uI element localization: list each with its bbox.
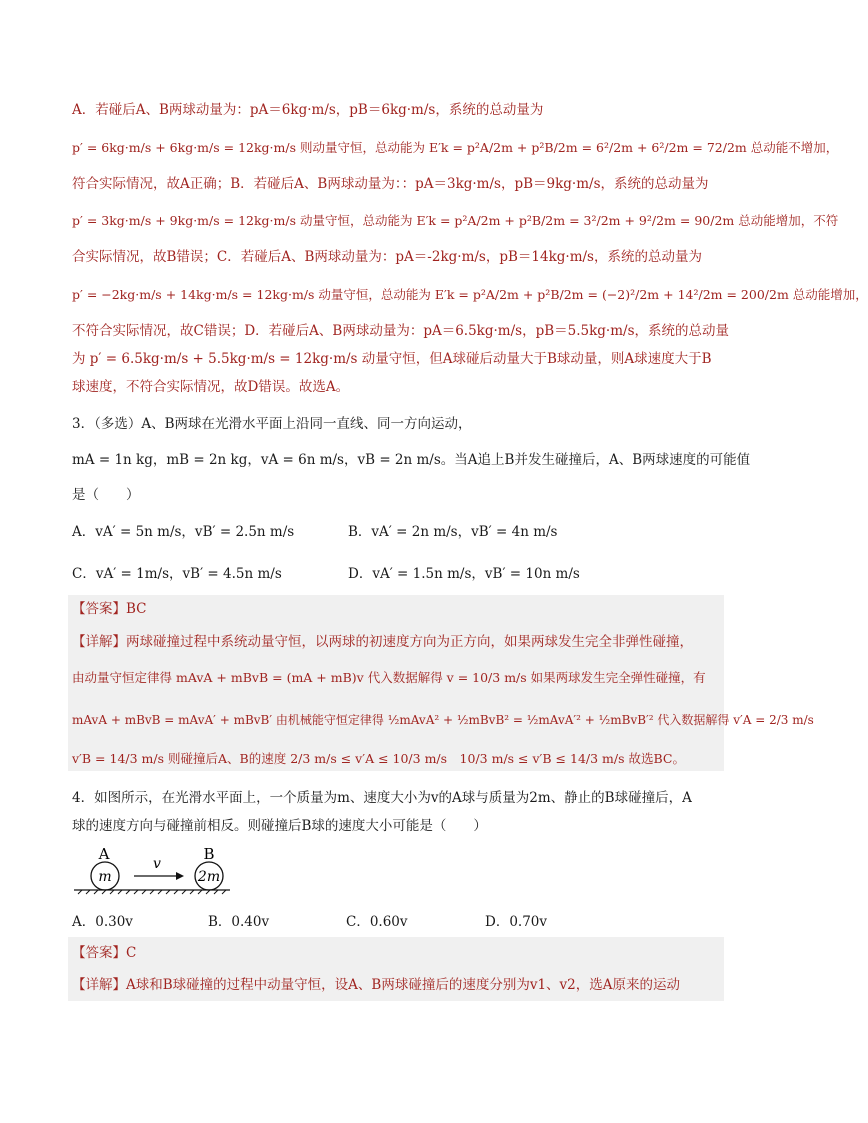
q3-option-d: D．vA′ = 1.5n m/s，vB′ = 10n m/s [348,566,580,582]
explanation-line-7: 不符合实际情况，故C错误；D．若碰后A、B两球动量为：pA＝6.5kg·m/s，pB＝5.5kg·m/s，系统的总动量 [72,323,729,339]
explanation-line-6: p′ = −2kg·m/s + 14kg·m/s = 12kg·m/s 动量守恒，总动能为 E′k = p²A/2m + p²B/2m = (−2)²/2m + 14²/2m = 200/2m 总动能增加， [72,287,868,302]
q4-stem-line-1: 4．如图所示，在光滑水平面上，一个质量为m、速度大小为v的A球与质量为2m、静止的B球碰撞后，A [72,790,692,806]
explanation-line-2: p′ = 6kg·m/s + 6kg·m/s = 12kg·m/s 则动量守恒，总动能为 E′k = p²A/2m + p²B/2m = 6²/2m + 6²/2m = 72/2m 总动能不增加， [72,140,839,155]
explanation-line-3: 符合实际情况，故A正确；B．若碰后A、B两球动量为：：pA＝3kg·m/s，pB＝9kg·m/s，系统的总动量为 [72,176,709,192]
q4-answer: 【答案】C [72,945,137,961]
label-ball-b: B [203,845,215,863]
explanation-line-4: p′ = 3kg·m/s + 9kg·m/s = 12kg·m/s 动量守恒，总动能为 E′k = p²A/2m + p²B/2m = 3²/2m + 9²/2m = 90/2m 总动能增加，不符 [72,213,839,228]
q4-option-a: A．0.30v [72,914,133,930]
q4-option-d: D．0.70v [485,914,548,930]
q4-option-b: B．0.40v [208,914,270,930]
q3-option-a: A．vA′ = 5n m/s，vB′ = 2.5n m/s [72,524,295,540]
ball-b-mass: 2m [197,869,221,885]
q3-detail-line-3: mAvA + mBvB = mAvA′ + mBvB′ 由机械能守恒定律得 ½mAvA² + ½mBvB² = ½mAvA′² + ½mBvB′² 代入数据解得 v′A = 2/3 m/s [72,713,814,727]
explanation-line-5: 合实际情况，故B错误；C．若碰后A、B两球动量为：pA＝-2kg·m/s，pB＝14kg·m/s，系统的总动量为 [72,249,702,265]
velocity-label: v [153,856,161,872]
q3-stem-line-1: 3．（多选）A、B两球在光滑水平面上沿同一直线、同一方向运动， [72,416,472,432]
explanation-line-8: 为 p′ = 6.5kg·m/s + 5.5kg·m/s = 12kg·m/s 动量守恒，但A球碰后动量大于B球动量，则A球速度大于B [72,351,712,367]
arrow-head-icon [176,872,184,880]
q3-option-b: B．vA′ = 2n m/s，vB′ = 4n m/s [348,524,558,540]
q4-detail-line-1: 【详解】A球和B球碰撞的过程中动量守恒，设A、B两球碰撞后的速度分别为v1、v2，选A原来的运动 [72,977,681,993]
q3-detail-line-1: 【详解】两球碰撞过程中系统动量守恒，以两球的初速度方向为正方向，如果两球发生完全非弹性碰撞， [72,634,693,650]
q3-option-c: C．vA′ = 1m/s，vB′ = 4.5n m/s [72,566,282,582]
q3-stem-line-2: mA = 1n kg，mB = 2n kg，vA = 6n m/s，vB = 2n m/s。当A追上B并发生碰撞后，A、B两球速度的可能值 [72,452,751,468]
label-ball-a: A [98,845,110,863]
q3-stem-line-3: 是（ ） [72,487,140,503]
explanation-line-1: A．若碰后A、B两球动量为：pA＝6kg·m/s，pB＝6kg·m/s，系统的总动量为 [72,102,544,118]
q3-answer: 【答案】BC [72,601,147,617]
explanation-line-9: 球速度，不符合实际情况，故D错误。故选A。 [72,379,350,395]
q3-detail-line-4: v′B = 14/3 m/s 则碰撞后A、B的速度 2/3 m/s ≤ v′A ≤ 10/3 m/s 10/3 m/s ≤ v′B ≤ 14/3 m/s 故选BC。 [72,751,685,766]
q4-stem-line-2: 球的速度方向与碰撞前相反。则碰撞后B球的速度大小可能是（ ） [72,818,487,834]
collision-figure [72,842,232,894]
ball-a-mass: m [98,869,112,885]
q3-detail-line-2: 由动量守恒定律得 mAvA + mBvB = (mA + mB)v 代入数据解得 v = 10/3 m/s 如果两球发生完全弹性碰撞，有 [72,670,706,685]
q4-option-c: C．0.60v [346,914,408,930]
